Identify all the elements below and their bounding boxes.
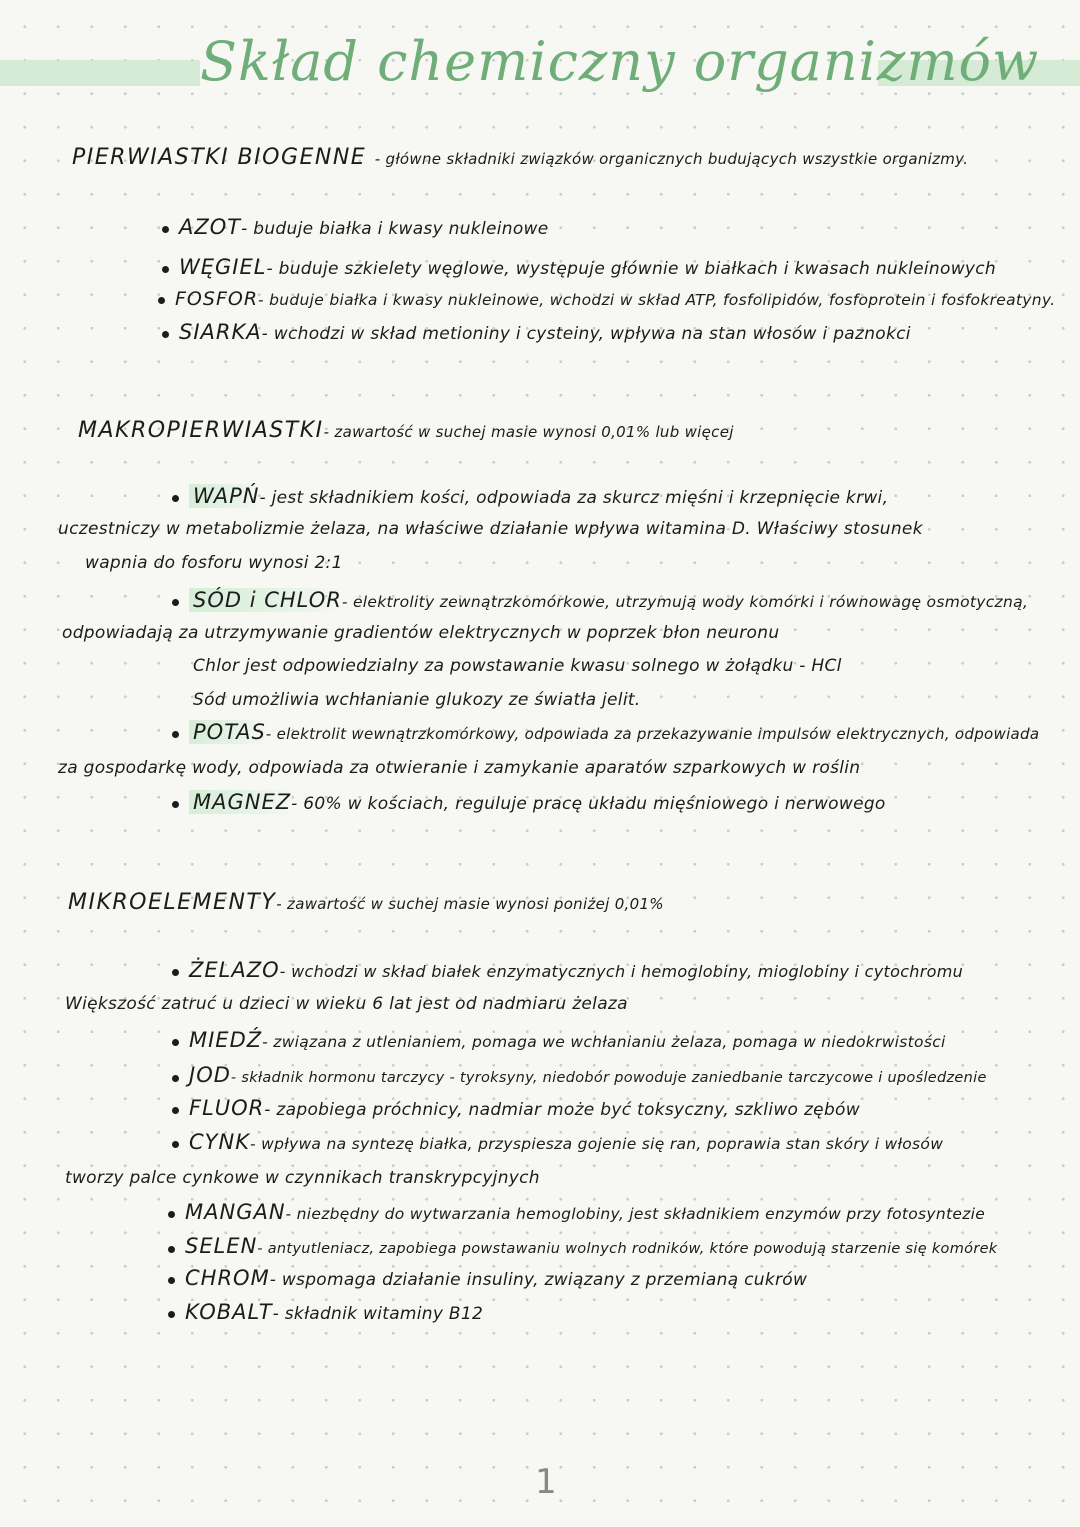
- element-name: WAPŃ: [189, 484, 259, 508]
- element-text: - wchodzi w skład białek enzymatycznych i hemoglobiny, mioglobiny i cytochromu: [279, 962, 964, 981]
- bullet-icon: [162, 331, 169, 338]
- list-item: [158, 288, 1055, 310]
- list-item: [172, 484, 888, 508]
- text-line: odpowiadają za utrzymywanie gradientów elektrycznych w poprzek błon neuronu: [62, 623, 780, 643]
- text-line: Sód umożliwia wchłanianie glukozy ze światła jelit.: [193, 690, 641, 710]
- list-item: [168, 1300, 483, 1324]
- element-name: WĘGIEL: [179, 255, 267, 279]
- text-line: uczestniczy w metabolizmie żelaza, na właściwe działanie wpływa witamina D. Właściwy stosunek: [58, 519, 923, 539]
- element-text: - antyutleniacz, zapobiega powstawaniu wolnych rodników, które powodują starzenie się komórek: [257, 1241, 998, 1257]
- bullet-icon: [172, 1075, 179, 1082]
- bullet-icon: [168, 1246, 175, 1253]
- bullet-icon: [172, 969, 179, 976]
- section-heading-biogenne: [72, 145, 968, 170]
- page-title: Skład chemiczny organizmów: [200, 30, 1040, 93]
- element-name: FLUOR: [189, 1096, 265, 1120]
- list-item: [172, 1096, 860, 1120]
- element-text: - składnik witaminy B12: [272, 1304, 484, 1324]
- element-name: JOD: [189, 1063, 231, 1087]
- element-text: - buduje białka i kwasy nukleinowe, wchodzi w skład ATP, fosfolipidów, fosfoprotein i fosfokreatyny.: [258, 291, 1056, 309]
- element-name: SIARKA: [179, 320, 262, 344]
- text-line: tworzy palce cynkowe w czynnikach transkrypcyjnych: [65, 1168, 540, 1188]
- element-name: SELEN: [185, 1234, 258, 1258]
- bullet-icon: [172, 1039, 179, 1046]
- bullet-icon: [172, 731, 179, 738]
- element-text: - elektrolit wewnątrzkomórkowy, odpowiada za przekazywanie impulsów elektrycznych, odpowiada: [265, 725, 1040, 743]
- list-item: [172, 790, 886, 814]
- element-name: ŻELAZO: [189, 958, 280, 982]
- title-highlight-left: [0, 60, 200, 86]
- list-item: [162, 320, 911, 344]
- element-name: MANGAN: [185, 1200, 286, 1224]
- list-item: [172, 1063, 987, 1087]
- element-text: - buduje szkielety węglowe, występuje głównie w białkach i kwasach nukleinowych: [266, 259, 996, 279]
- list-item: [172, 1028, 946, 1052]
- bullet-icon: [172, 1141, 179, 1148]
- heading-text: MIKROELEMENTY: [68, 890, 277, 915]
- element-text: - składnik hormonu tarczycy - tyroksyny, niedobór powoduje zaniedbanie tarczycowe i upośledzenie: [230, 1070, 987, 1086]
- bullet-icon: [162, 226, 169, 233]
- element-text: - zapobiega próchnicy, nadmiar może być toksyczny, szkliwo zębów: [264, 1100, 860, 1120]
- list-item: [168, 1234, 998, 1258]
- bullet-icon: [168, 1311, 175, 1318]
- element-text: - związana z utlenianiem, pomaga we wchłanianiu żelaza, pomaga w niedokrwistości: [262, 1033, 946, 1051]
- element-name: CHROM: [185, 1266, 270, 1290]
- text-line: Chlor jest odpowiedzialny za powstawanie kwasu solnego w żołądku - HCl: [193, 656, 842, 676]
- text-line: Większość zatruć u dzieci w wieku 6 lat jest od nadmiaru żelaza: [65, 994, 628, 1014]
- list-item: [162, 215, 549, 239]
- element-name: AZOT: [179, 215, 242, 239]
- element-text: - 60% w kościach, reguluje pracę układu mięśniowego i nerwowego: [291, 794, 886, 814]
- bullet-icon: [158, 297, 165, 304]
- element-name: SÓD i CHLOR: [189, 588, 342, 612]
- element-text: - wpływa na syntezę białka, przyspiesza gojenie się ran, poprawia stan skóry i włosów: [249, 1135, 944, 1153]
- element-text: - wspomaga działanie insuliny, związany z przemianą cukrów: [269, 1270, 808, 1290]
- list-item: [168, 1200, 985, 1224]
- heading-desc: - zawartość w suchej masie wynosi 0,01% lub więcej: [323, 423, 734, 441]
- bullet-icon: [172, 801, 179, 808]
- heading-desc: - zawartość w suchej masie wynosi poniżej 0,01%: [276, 895, 664, 913]
- element-text: - jest składnikiem kości, odpowiada za skurcz mięśni i krzepnięcie krwi,: [259, 488, 889, 508]
- list-item: [172, 588, 1028, 612]
- list-item: [168, 1266, 807, 1290]
- heading-text: PIERWIASTKI BIOGENNE: [72, 145, 367, 170]
- text-line: wapnia do fosforu wynosi 2:1: [85, 553, 343, 573]
- list-item: [172, 720, 1039, 744]
- element-name: FOSFOR: [175, 288, 259, 310]
- bullet-icon: [172, 599, 179, 606]
- element-name: KOBALT: [185, 1300, 273, 1324]
- bullet-icon: [162, 266, 169, 273]
- element-name: MIEDŹ: [189, 1028, 263, 1052]
- element-name: POTAS: [189, 720, 266, 744]
- bullet-icon: [168, 1277, 175, 1284]
- element-text: - wchodzi w skład metioniny i cysteiny, wpływa na stan włosów i paznokci: [261, 324, 911, 344]
- element-text: - niezbędny do wytwarzania hemoglobiny, jest składnikiem enzymów przy fotosyntezie: [285, 1205, 986, 1223]
- bullet-icon: [172, 1107, 179, 1114]
- element-text: - buduje białka i kwasy nukleinowe: [241, 219, 549, 239]
- list-item: [162, 255, 996, 279]
- page-number: 1: [535, 1462, 557, 1502]
- section-heading-makro: [78, 418, 734, 443]
- list-item: [172, 1130, 943, 1154]
- bullet-icon: [168, 1211, 175, 1218]
- heading-text: MAKROPIERWIASTKI: [78, 418, 324, 443]
- bullet-icon: [172, 495, 179, 502]
- section-heading-mikro: [68, 890, 664, 915]
- list-item: [172, 958, 963, 982]
- text-line: za gospodarkę wody, odpowiada za otwieranie i zamykanie aparatów szparkowych w roślin: [58, 758, 861, 778]
- element-name: CYNK: [189, 1130, 250, 1154]
- heading-desc: - główne składniki związków organicznych budujących wszystkie organizmy.: [374, 150, 969, 168]
- element-text: - elektrolity zewnątrzkomórkowe, utrzymują wody komórki i równowagę osmotyczną,: [341, 593, 1029, 611]
- element-name: MAGNEZ: [189, 790, 291, 814]
